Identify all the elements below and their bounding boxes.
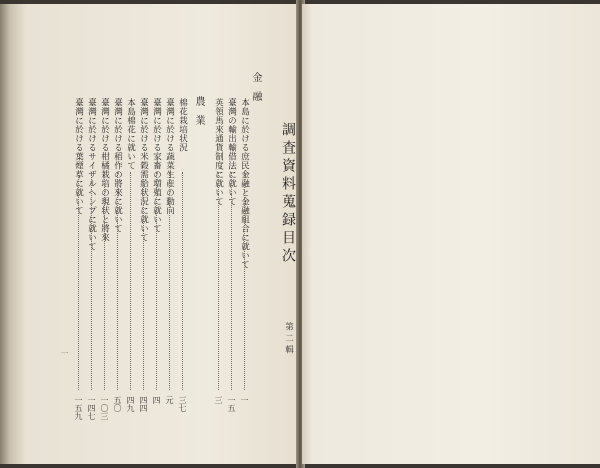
toc-entry: 本島に於ける庶民金融と金融組合に就いて — [239, 98, 250, 269]
dot-leader — [117, 172, 118, 390]
dot-leader — [156, 172, 157, 390]
page-number: 五〇 — [113, 396, 122, 412]
left-page — [0, 4, 299, 464]
dot-leader — [182, 172, 183, 390]
toc-entry: 臺灣に於けるサイザルヘンプに就いて — [86, 98, 97, 251]
toc-entry: 本島棉花に就いて — [125, 98, 136, 170]
page-number: 三七 — [178, 396, 187, 412]
dot-leader — [244, 172, 245, 390]
page-number: 一四七 — [87, 396, 96, 420]
section-heading-finance: 金融 — [250, 72, 261, 110]
page-number: 四四 — [139, 396, 148, 412]
page-number: 一〇三 — [100, 396, 109, 420]
page-number: 一 — [240, 396, 249, 404]
right-page — [280, 4, 600, 464]
toc-entry: 臺灣に於ける稻作の將來に就いて — [112, 98, 123, 233]
dot-leader — [78, 172, 79, 390]
toc-entry: 臺灣に於ける米穀需給状況に就いて — [138, 98, 149, 242]
dot-leader — [130, 172, 131, 390]
toc-entry: 臺灣に於ける葉煙草に就いて — [73, 98, 84, 215]
toc-entry: 臺灣の輸出輸借法に就いて — [226, 98, 237, 206]
dot-leader — [218, 172, 219, 390]
toc-entry: 英領馬來通貨制度に就いて — [213, 98, 224, 206]
dot-leader — [104, 172, 105, 390]
page-number: 四 — [152, 396, 161, 404]
volume-number: 第二輯 — [283, 322, 294, 357]
page-number: 元 — [165, 396, 174, 404]
page-number: 三 — [214, 396, 223, 404]
toc-entry: 棉花栽培状況 — [177, 98, 188, 152]
margin-mark: 一 — [60, 349, 69, 357]
toc-entry: 臺灣に於ける家畜の増殖に就いて — [151, 98, 162, 233]
page-number: 一五九 — [74, 396, 83, 420]
toc-entry: 臺灣に於ける柑橘栽培の現状と將來 — [99, 98, 110, 242]
toc-entry: 臺灣に於ける蔬菜生産の動向 — [164, 98, 175, 215]
section-heading-agriculture: 農業 — [193, 96, 204, 134]
dot-leader — [143, 172, 144, 390]
document-title: 調査資料蒐録目次 — [280, 122, 296, 266]
page-number: 一五 — [227, 396, 236, 412]
dot-leader — [91, 172, 92, 390]
dot-leader — [231, 172, 232, 390]
dot-leader — [169, 172, 170, 390]
page-number: 四九 — [126, 396, 135, 412]
